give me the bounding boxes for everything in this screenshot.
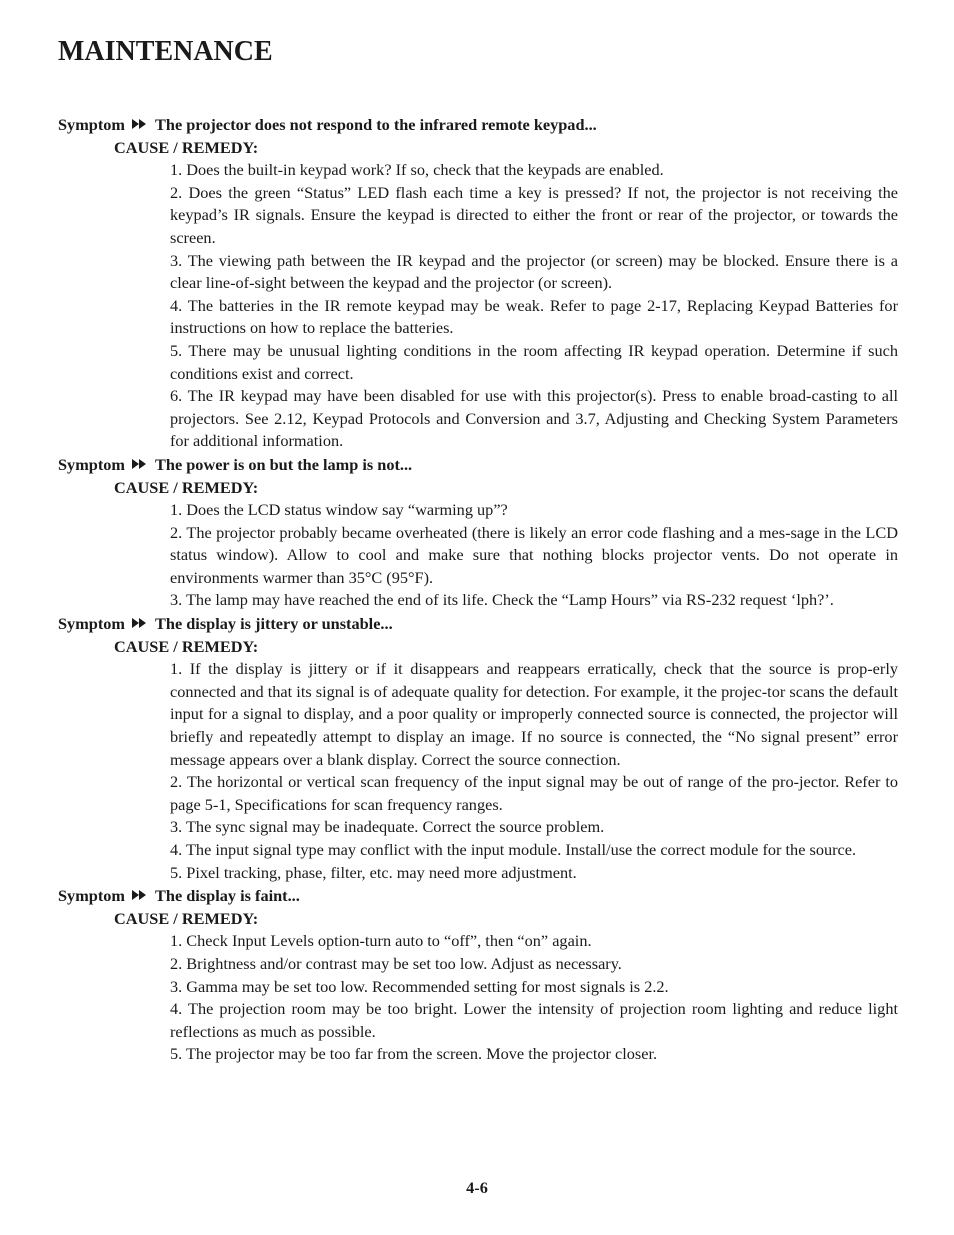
symptom-section (58, 454, 898, 612)
page-number: 4-6 (466, 1178, 488, 1197)
symptom-label: Symptom (58, 614, 125, 634)
symptom-label: Symptom (58, 454, 125, 474)
remedy-item: 3. Gamma may be set too low. Recommended setting for most signals is 2.2. (170, 976, 669, 996)
symptom-text: The display is faint... (155, 886, 300, 906)
cause-remedy-label: CAUSE / REMEDY: (114, 908, 259, 928)
symptom-text: The projector does not respond to the infrared remote keypad... (155, 115, 597, 134)
double-arrow-icon (129, 888, 151, 902)
remedy-item: 2. The horizontal or vertical scan frequency of the input signal may be out of range of the pro-jector. Refer to page 5-1, Specifications for scan frequency ranges. (170, 772, 898, 814)
remedy-item: 3. The sync signal may be inadequate. Correct the source problem. (170, 817, 605, 837)
cause-remedy-label: CAUSE / REMEDY: (114, 137, 259, 157)
remedy-item: 2. The projector probably became overheated (there is likely an error code flashing and a mes-sage in the LCD status window). Allow to cool and make sure that nothing blocks projector vents. Do not operate in environments warmer than 35°C (95°F). (170, 522, 898, 587)
remedy-item: 3. The viewing path between the IR keypad and the projector (or screen) may be blocked. Ensure there is a clear line-of-sight between the keypad and the projector (or screen). (170, 250, 898, 293)
symptom-section (58, 885, 898, 1066)
troubleshooting-content (58, 114, 898, 1066)
remedy-item: 5. The projector may be too far from the screen. Move the projector closer. (170, 1044, 658, 1064)
double-arrow-icon (129, 117, 151, 131)
symptom-heading (58, 885, 898, 908)
remedy-item: 1. Does the built-in keypad work? If so, check that the keypads are enabled. (170, 160, 664, 180)
cause-remedy-label: CAUSE / REMEDY: (114, 477, 259, 497)
remedy-item: 1. If the display is jittery or if it disappears and reappears erratically, check that the source is prop-erly connected and that its signal is of adequate quality for detection. For example, it the projec-tor scans the default input for a signal to display, and a poor quality or improperly connected source is connected, the projector will briefly and repeatedly attempt to display an image. If no source is connected, the “No signal present” error message appears over a blank display. Correct the source connection. (170, 659, 898, 769)
remedy-item: 5. There may be unusual lighting conditions in the room affecting IR keypad operation. Determine if such conditions exist and correct. (170, 340, 898, 383)
symptom-label: Symptom (58, 886, 125, 906)
symptom-text: The display is jittery or unstable... (155, 614, 393, 634)
symptom-text: The power is on but the lamp is not... (155, 454, 413, 474)
remedy-item: 6. The IR keypad may have been disabled for use with this projector(s). Press to enable broad-casting to all projectors. See 2.12, Keypad Protocols and Conversion and 3.7, Adjusting and Checking System Parameters for additional information. (170, 386, 898, 451)
double-arrow-icon (129, 457, 151, 471)
remedy-item: 4. The projection room may be too bright. Lower the intensity of projection room lighting and reduce light reflections as much as possible. (170, 999, 898, 1041)
symptom-heading (58, 114, 898, 137)
symptom-heading (58, 454, 898, 477)
remedy-item: 2. Brightness and/or contrast may be set too low. Adjust as necessary. (170, 953, 622, 973)
symptom-heading (58, 613, 898, 636)
symptom-section (58, 613, 898, 884)
page-title: MAINTENANCE (58, 36, 273, 67)
cause-remedy-label: CAUSE / REMEDY: (114, 636, 259, 656)
remedy-item: 1. Does the LCD status window say “warming up”? (170, 500, 508, 520)
remedy-item: 5. Pixel tracking, phase, filter, etc. may need more adjustment. (170, 862, 577, 882)
symptom-label: Symptom (58, 115, 125, 134)
remedy-item: 4. The batteries in the IR remote keypad may be weak. Refer to page 2-17, Replacing Keypad Batteries for instructions on how to replace the batteries. (170, 295, 898, 338)
double-arrow-icon (129, 616, 151, 630)
remedy-item: 1. Check Input Levels option-turn auto to “off”, then “on” again. (170, 931, 592, 951)
remedy-item: 2. Does the green “Status” LED flash each time a key is pressed? If not, the projector is not receiving the keypad’s IR signals. Ensure the keypad is directed to either the front or rear of the projector, or towards the screen. (170, 182, 898, 247)
symptom-section (58, 114, 898, 453)
remedy-item: 3. The lamp may have reached the end of its life. Check the “Lamp Hours” via RS-232 request ‘lph?’. (170, 590, 834, 610)
remedy-item: 4. The input signal type may conflict with the input module. Install/use the correct module for the source. (170, 840, 857, 859)
